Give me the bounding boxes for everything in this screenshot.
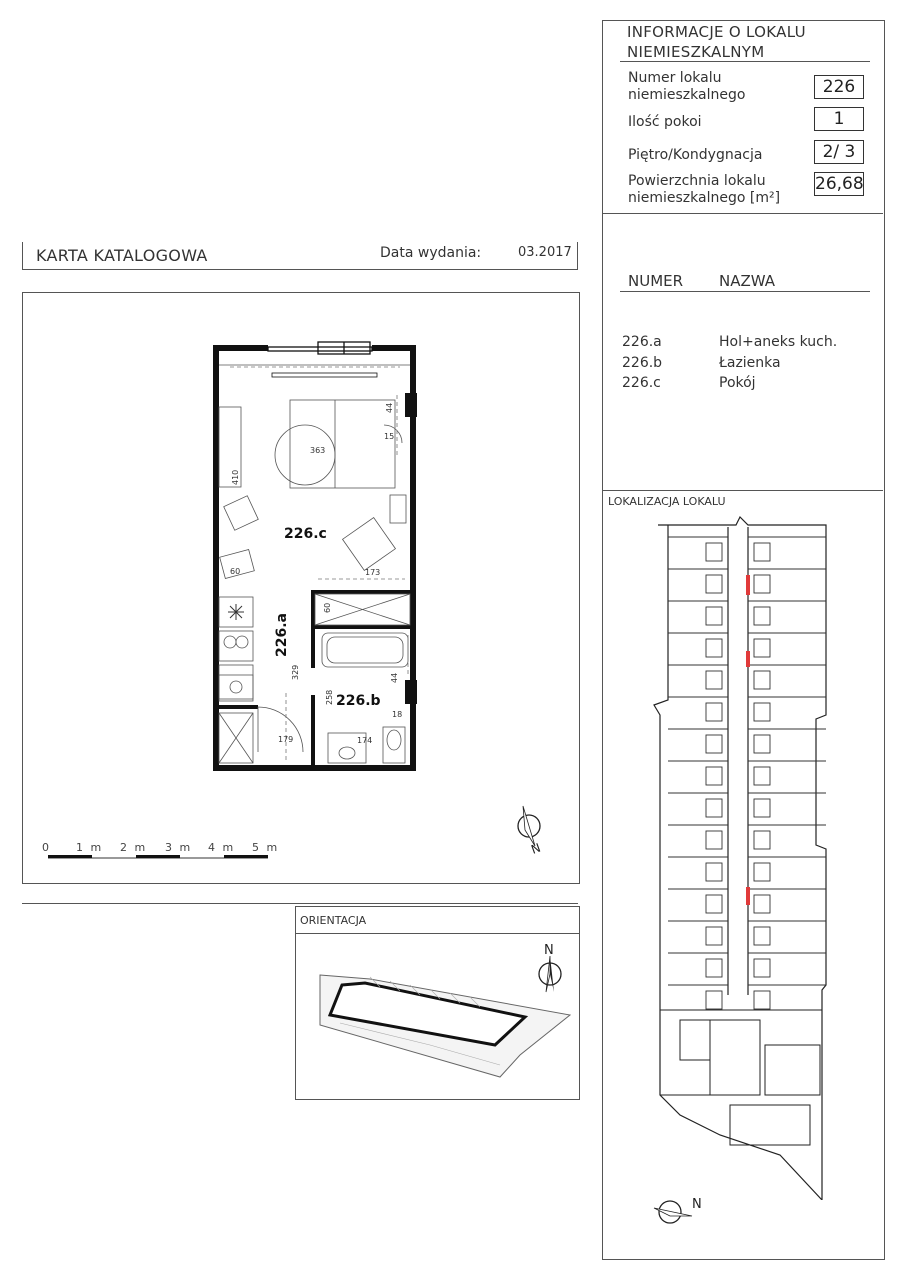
unit-bath — [754, 703, 770, 721]
table-header-divider — [620, 291, 870, 292]
orientation-compass — [528, 940, 572, 996]
room-row-a-name: Hol+aneks kuch. — [719, 334, 838, 350]
unit-bath — [754, 735, 770, 753]
location-divider — [603, 490, 883, 491]
unit-bath — [754, 767, 770, 785]
unit-bath — [754, 863, 770, 881]
info-title — [627, 22, 806, 62]
unit-bath — [706, 927, 722, 945]
location-compass — [650, 1190, 706, 1234]
floor-value-box: 2/ 3 — [814, 140, 864, 164]
orientation-title-rule — [295, 933, 579, 934]
plan-compass-letter: N — [529, 840, 543, 857]
dim-258: 258 — [325, 689, 334, 705]
date-label: Data wydania: — [380, 245, 482, 261]
card-title: KARTA KATALOGOWA — [36, 246, 208, 265]
unit-bath — [754, 927, 770, 945]
location-plan — [640, 515, 840, 1200]
dim-173: 173 — [365, 568, 381, 577]
col-number-header: NUMER — [628, 272, 684, 290]
dim-15: 15 — [384, 432, 395, 441]
room-row-c-number: 226.c — [622, 375, 661, 391]
info-title-line1: INFORMACJE O LOKALU — [627, 23, 806, 41]
unit-bath — [754, 607, 770, 625]
unit-bath — [706, 671, 722, 689]
unit-bath — [706, 639, 722, 657]
scale-2: 2 m — [120, 841, 148, 854]
location-compass-letter: N — [692, 1197, 702, 1212]
unit-bath — [706, 831, 722, 849]
unit-bath — [754, 799, 770, 817]
dim-179: 179 — [278, 735, 294, 744]
unit-bath — [754, 991, 770, 1009]
unit-bath — [706, 799, 722, 817]
floor-label: Piętro/Kondygnacja — [628, 147, 763, 163]
unit-bath — [706, 767, 722, 785]
room-row-c-name: Pokój — [719, 375, 756, 391]
room-row-b-number: 226.b — [622, 355, 663, 371]
scale-0: 0 — [42, 841, 51, 854]
scale-5: 5 m — [252, 841, 280, 854]
card-right-rule — [577, 242, 578, 270]
unit-bath — [706, 607, 722, 625]
location-title: LOKALIZACJA LOKALU — [608, 495, 726, 508]
info-divider — [620, 61, 870, 62]
dim-60b: 60 — [323, 602, 332, 613]
unit-bath — [706, 575, 722, 593]
dim-44b: 44 — [390, 672, 399, 683]
plan-frame-bottom-rule — [22, 903, 578, 904]
unit-bath — [706, 991, 722, 1009]
area-value-box: 26,68 — [815, 174, 864, 194]
room-c-label: 226.c — [284, 526, 327, 542]
col-name-header: NAZWA — [719, 272, 776, 290]
card-header — [22, 237, 578, 270]
unit-bath — [754, 831, 770, 849]
orientation-title: ORIENTACJA — [300, 914, 367, 927]
unit-bath — [754, 543, 770, 561]
unit-bath — [754, 671, 770, 689]
unit-bath — [706, 959, 722, 977]
date-value: 03.2017 — [518, 245, 572, 260]
unit-bath — [754, 895, 770, 913]
dim-18: 18 — [392, 710, 403, 719]
dim-410: 410 — [231, 469, 240, 485]
orientation-compass-letter: N — [544, 943, 554, 958]
unit-bath — [706, 543, 722, 561]
card-left-rule — [22, 242, 23, 270]
room-b-label: 226.b — [336, 693, 381, 709]
scale-3: 3 m — [165, 841, 193, 854]
dim-174: 174 — [357, 736, 373, 745]
dim-44a: 44 — [385, 402, 394, 413]
room-row-b-name: Łazienka — [719, 355, 781, 371]
unit-bath — [754, 575, 770, 593]
unit-bath — [706, 735, 722, 753]
dim-329: 329 — [291, 664, 300, 680]
unit-bath — [754, 639, 770, 657]
scale-bar — [40, 838, 290, 862]
area-label: Powierzchnia lokalu niemieszkalnego [m²] — [628, 173, 781, 206]
info-divider-2 — [603, 213, 883, 214]
scale-1: 1 m — [76, 841, 104, 854]
dim-363: 363 — [310, 446, 326, 455]
unit-bath — [706, 863, 722, 881]
plan-compass — [505, 802, 555, 860]
unit-bath — [706, 703, 722, 721]
dim-60a: 60 — [230, 567, 241, 576]
rooms-value-box: 1 — [814, 107, 864, 131]
room-row-a-number: 226.a — [622, 334, 662, 350]
number-value-box: 226 — [814, 75, 864, 99]
number-label: Numer lokalu niemieszkalnego — [628, 70, 746, 103]
floor-plan — [200, 335, 430, 780]
unit-bath — [754, 959, 770, 977]
unit-bath — [706, 895, 722, 913]
room-a-label: 226.a — [274, 613, 290, 657]
info-title-line2: NIEMIESZKALNYM — [627, 43, 765, 61]
rooms-label: Ilość pokoi — [628, 114, 702, 130]
scale-4: 4 m — [208, 841, 236, 854]
